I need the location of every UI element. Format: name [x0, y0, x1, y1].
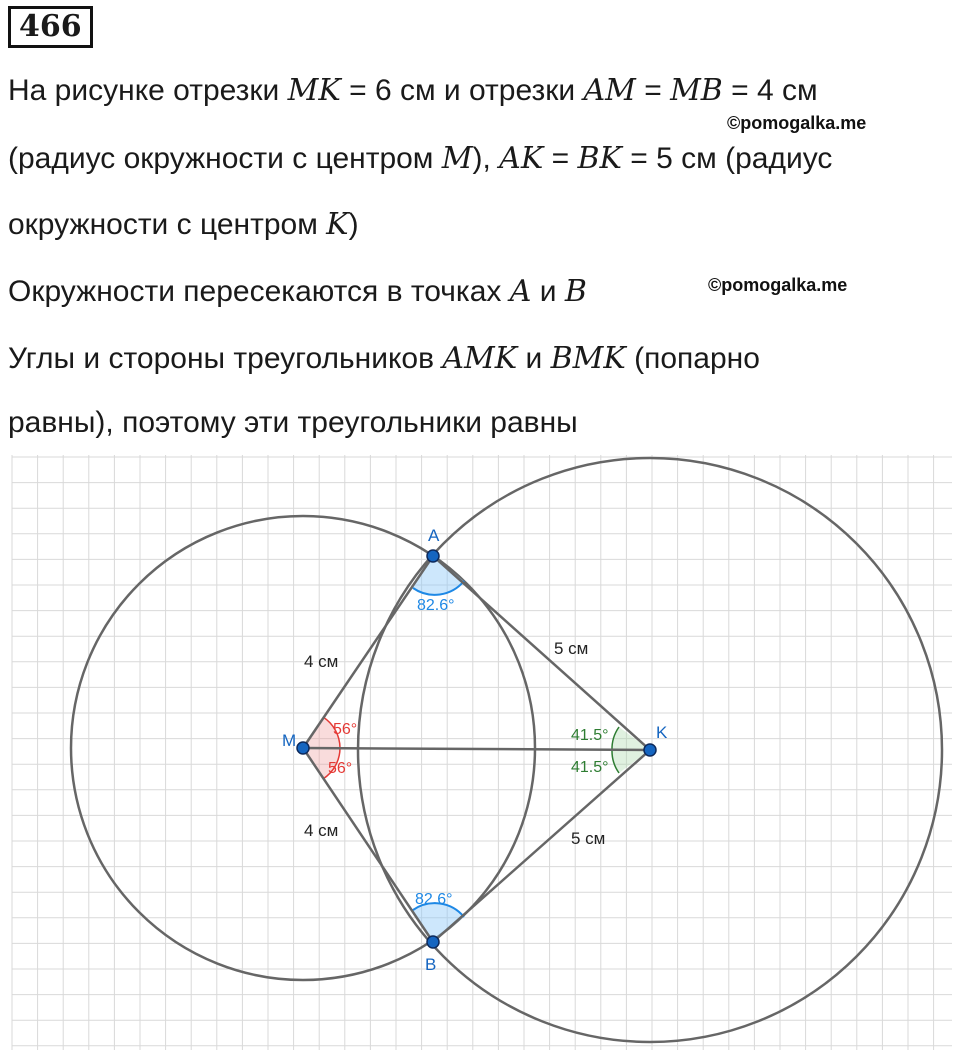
label-angle-k-upper: 41.5° [571, 727, 609, 744]
label-k: K [656, 723, 668, 742]
point-a [427, 550, 439, 562]
label-angle-m-lower: 56° [328, 760, 353, 777]
point-b [427, 936, 439, 948]
watermark-2: ©pomogalka.me [708, 275, 848, 295]
text-line-1: На рисунке отрезки MK = 6 см и отрезки AM = MB = 4 см [8, 73, 818, 108]
label-m: M [282, 731, 297, 750]
label-angle-m-upper: 56° [333, 721, 358, 738]
text-line-5: Углы и стороны треугольников AMK и BMK (попарно [8, 341, 760, 376]
text-line-2: (радиус окружности с центром M), AK = BK = 5 см (радиус [8, 141, 833, 176]
segment-bm [303, 748, 433, 942]
geometry-figure [0, 452, 960, 1050]
grid [12, 455, 952, 1050]
label-bm-length: 4 см [304, 821, 339, 840]
label-a: A [428, 526, 440, 545]
label-angle-k-lower: 41.5° [571, 759, 609, 776]
segment-mk [303, 748, 650, 750]
point-m [297, 742, 309, 754]
label-b: B [425, 955, 437, 974]
segment-bk [433, 750, 650, 942]
label-bk-length: 5 см [571, 829, 606, 848]
label-angle-a: 82.6° [417, 597, 455, 614]
point-k [644, 744, 656, 756]
label-angle-b: 82.6° [415, 891, 453, 908]
label-ak-length: 5 см [554, 639, 589, 658]
task-number: 466 [8, 6, 93, 48]
text-line-4: Окружности пересекаются в точках A и B [8, 274, 587, 309]
text-line-3: окружности с центром K) [8, 207, 359, 242]
watermark-1: ©pomogalka.me [727, 113, 867, 133]
text-line-6: равны), поэтому эти треугольники равны [8, 406, 578, 439]
label-am-length: 4 см [304, 652, 339, 671]
